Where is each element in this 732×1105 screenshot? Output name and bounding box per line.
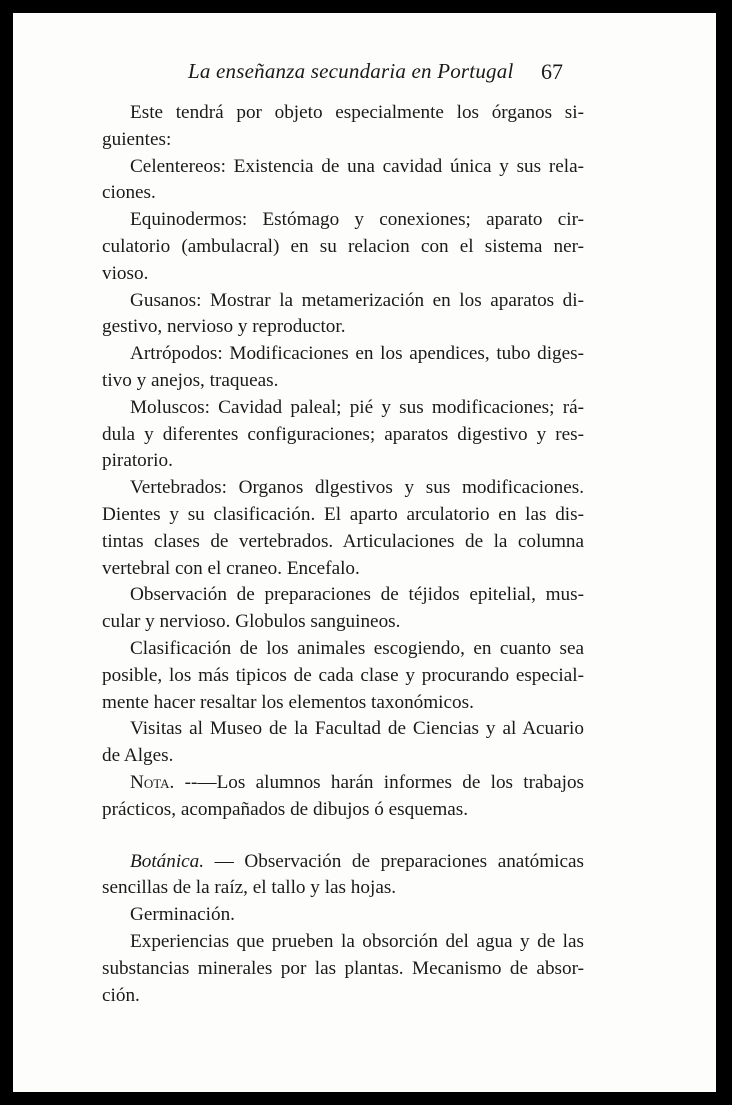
text-line: vioso. bbox=[102, 262, 149, 284]
body-text bbox=[102, 100, 584, 1009]
text-line: vertebral con el craneo. Encefalo. bbox=[102, 557, 360, 579]
text-line: culatorio (ambulacral) en su relacion con el sistema ner- bbox=[102, 235, 584, 257]
text-line: Experiencias que prueben la obsorción del agua y de las bbox=[130, 930, 584, 952]
text-line: de Alges. bbox=[102, 745, 174, 767]
text-line: Visitas al Museo de la Facultad de Ciencias y al Acuario bbox=[130, 718, 584, 740]
running-head-title: La enseñanza secundaria en Portugal bbox=[188, 59, 514, 83]
text-line: sencillas de la raíz, el tallo y las hojas. bbox=[102, 877, 397, 899]
page-number: 67 bbox=[541, 59, 563, 84]
text-line: Artrópodos: Modificaciones en los apendices, tubo diges- bbox=[130, 343, 584, 365]
text-line: gestivo, nervioso y reproductor. bbox=[102, 316, 346, 338]
text-line: tivo y anejos, traqueas. bbox=[102, 369, 279, 391]
botanica-line bbox=[102, 849, 584, 876]
nota-line bbox=[102, 770, 584, 797]
botanica-text: — Observación de preparaciones anatómicas bbox=[214, 850, 584, 872]
text-line: ciones. bbox=[102, 182, 156, 204]
text-line: Observación de preparaciones de téjidos epitelial, mus- bbox=[130, 584, 584, 606]
text-line: piratorio. bbox=[102, 450, 173, 472]
text-line: prácticos, acompañados de dibujos ó esquemas. bbox=[102, 798, 469, 820]
text-line: dula y diferentes configuraciones; aparatos digestivo y res- bbox=[102, 423, 584, 445]
book-page bbox=[13, 13, 716, 1092]
text-line: Vertebrados: Organos dlgestivos y sus modificaciones. bbox=[130, 477, 584, 499]
text-line: Equinodermos: Estómago y conexiones; aparato cir- bbox=[130, 209, 584, 231]
nota-text: —Los alumnos harán informes de los trabajos bbox=[197, 771, 585, 793]
text-line: Este tendrá por objeto especialmente los órganos si- bbox=[130, 102, 584, 123]
text-line: Celentereos: Existencia de una cavidad única y sus rela- bbox=[130, 155, 584, 177]
text-line: Germinación. bbox=[130, 904, 235, 926]
section-gap bbox=[102, 824, 584, 849]
text-line: guientes: bbox=[102, 128, 172, 150]
botanica-label: Botánica. bbox=[130, 850, 205, 872]
nota-label: Nota. bbox=[130, 771, 175, 793]
text-line: Moluscos: Cavidad paleal; pié y sus modificaciones; rá- bbox=[130, 396, 584, 418]
text-line: ción. bbox=[102, 984, 140, 1006]
text-line: cular y nervioso. Globulos sanguineos. bbox=[102, 611, 401, 633]
text-line: Gusanos: Mostrar la metamerización en los aparatos di- bbox=[130, 289, 584, 311]
text-line: posible, los más tipicos de cada clase y procurando especial- bbox=[102, 664, 584, 686]
text-line: Clasificación de los animales escogiendo, en cuanto sea bbox=[130, 637, 584, 659]
text-line: Dientes y su clasificación. El aparto arculatorio en las dis- bbox=[102, 503, 584, 525]
nota-dash: -- bbox=[174, 771, 198, 793]
text-line: mente hacer resaltar los elementos taxonómicos. bbox=[102, 691, 474, 713]
text-line: substancias minerales por las plantas. Mecanismo de absor- bbox=[102, 957, 584, 979]
text-line: tintas clases de vertebrados. Articulaciones de la columna bbox=[102, 530, 584, 552]
